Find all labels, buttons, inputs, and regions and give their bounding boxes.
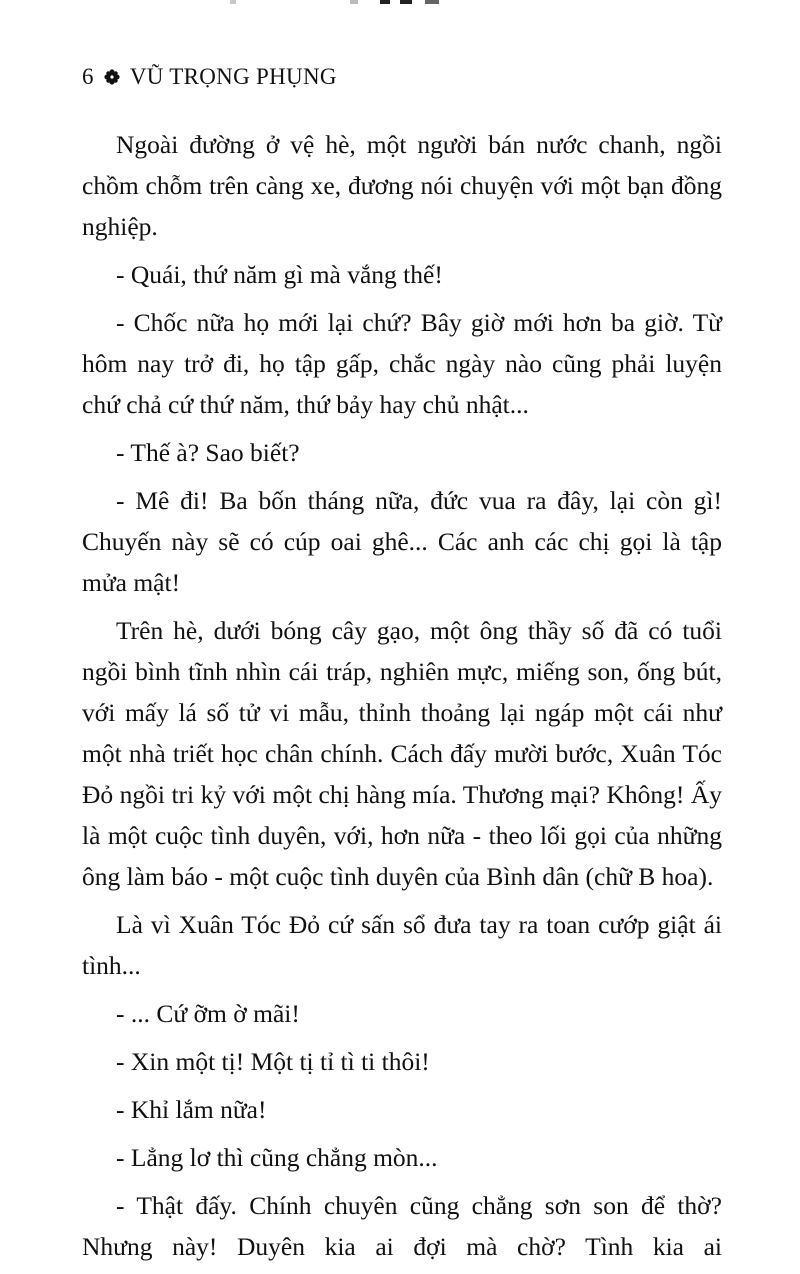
page-body <box>82 124 722 1274</box>
dialogue-line: - Khỉ lắm nữa! <box>116 1095 267 1124</box>
running-head <box>82 64 337 90</box>
dialogue-line: - Xin một tị! Một tị tỉ tì ti thôi! <box>116 1047 430 1076</box>
dialogue-line: - Thật đấy. Chính chuyên cũng chẳng sơn son để thờ? Nhưng này! Duyên kia ai đợi mà chờ? Tình kia ai <box>82 1191 722 1261</box>
dialogue-line: - Mê đi! Ba bốn tháng nữa, đức vua ra đây, lại còn gì! Chuyến này sẽ có cúp oai ghê... Các anh các chị gọi là tập mửa mật! <box>82 486 722 597</box>
dialogue-line: - Thế à? Sao biết? <box>116 438 300 467</box>
dialogue-line: - ... Cứ ỡm ờ mãi! <box>116 999 300 1028</box>
dialogue-line: - Quái, thứ năm gì mà vắng thế! <box>116 260 443 289</box>
author-name: VŨ TRỌNG PHỤNG <box>129 64 337 89</box>
page-number: 6 <box>82 64 94 89</box>
dialogue-line: - Chốc nữa họ mới lại chứ? Bây giờ mới hơn ba giờ. Từ hôm nay trở đi, họ tập gấp, chắc ngày nào cũng phải luyện chứ chả cứ thứ năm, thứ bảy hay chủ nhật... <box>82 308 722 419</box>
paragraph: Trên hè, dưới bóng cây gạo, một ông thầy số đã có tuổi ngồi bình tĩnh nhìn cái tráp, nghiên mực, miếng son, ống bút, với mấy lá số tử vi mẫu, thỉnh thoảng lại ngáp một cái như một nhà triết học chân chính. Cách đấy mười bước, Xuân Tóc Đỏ ngồi tri kỷ với một chị hàng mía. Thương mại? Không! Ấy là một cuộc tình duyên, với, hơn nữa - theo lối gọi của những ông làm báo - một cuộc tình duyên của Bình dân (chữ B hoa). <box>82 616 722 891</box>
dialogue-line: - Lẳng lơ thì cũng chẳng mòn... <box>116 1143 438 1172</box>
flower-ornament-icon <box>104 69 120 85</box>
paragraph: Là vì Xuân Tóc Đỏ cứ sấn sổ đưa tay ra toan cướp giật ái tình... <box>82 910 722 980</box>
page-top-marks <box>230 0 430 6</box>
paragraph: Ngoài đường ở vệ hè, một người bán nước chanh, ngồi chồm chỗm trên càng xe, đương nói chuyện với một bạn đồng nghiệp. <box>82 130 722 241</box>
